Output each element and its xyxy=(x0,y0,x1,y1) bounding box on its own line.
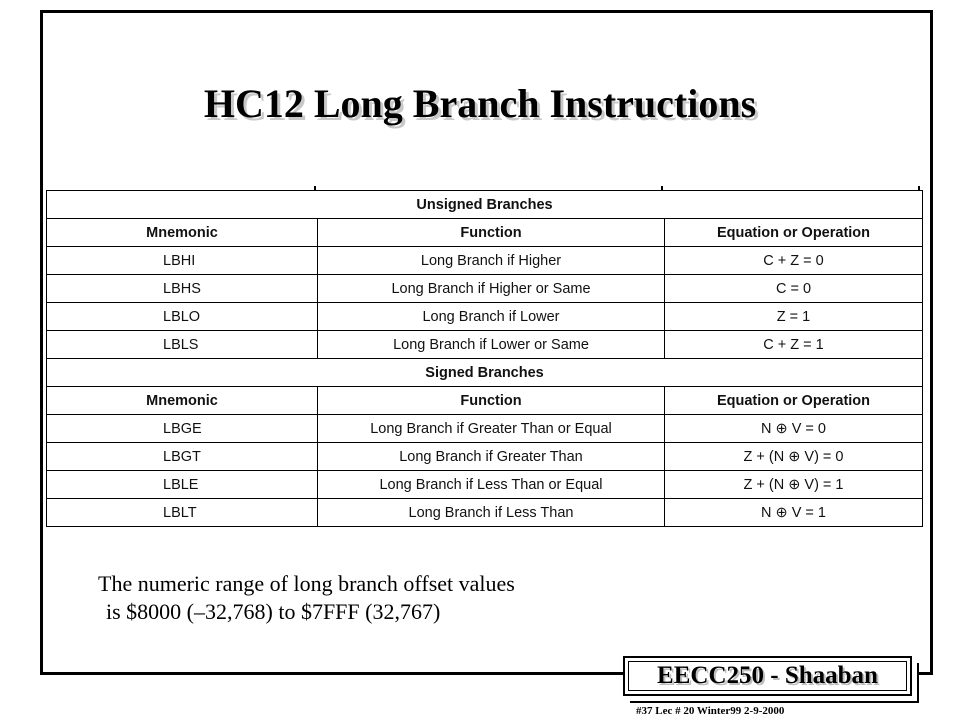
mnemonic-cell: LBLS xyxy=(47,331,318,359)
equation-cell: N ⊕ V = 0 xyxy=(665,415,923,443)
function-cell: Long Branch if Lower or Same xyxy=(318,331,665,359)
function-cell: Long Branch if Lower xyxy=(318,303,665,331)
course-badge-label: EECC250 - Shaaban xyxy=(628,661,907,691)
function-cell: Long Branch if Less Than or Equal xyxy=(318,471,665,499)
section-header-row xyxy=(47,359,923,387)
section-heading-signed: Signed Branches xyxy=(47,359,923,387)
mnemonic-cell: LBLO xyxy=(47,303,318,331)
equation-cell: C = 0 xyxy=(665,275,923,303)
table-row xyxy=(47,331,923,359)
column-header-mnemonic: Mnemonic xyxy=(47,219,318,247)
function-cell: Long Branch if Less Than xyxy=(318,499,665,527)
slide-title: HC12 Long Branch Instructions xyxy=(203,81,757,126)
note-line-2: is $8000 (–32,768) to $7FFF (32,767) xyxy=(106,599,441,624)
slide-footnote: #37 Lec # 20 Winter99 2-9-2000 xyxy=(636,705,785,717)
mnemonic-cell: LBLT xyxy=(47,499,318,527)
column-header-row xyxy=(47,387,923,415)
note-line-1: The numeric range of long branch offset values xyxy=(98,571,515,596)
equation-cell: Z = 1 xyxy=(665,303,923,331)
offset-range-note xyxy=(98,570,515,626)
column-header-function: Function xyxy=(318,219,665,247)
table-row xyxy=(47,443,923,471)
column-header-function: Function xyxy=(318,387,665,415)
section-heading-unsigned: Unsigned Branches xyxy=(47,191,923,219)
table-row xyxy=(47,275,923,303)
equation-cell: N ⊕ V = 1 xyxy=(665,499,923,527)
table-row xyxy=(47,247,923,275)
table-row xyxy=(47,303,923,331)
column-header-mnemonic: Mnemonic xyxy=(47,387,318,415)
course-badge xyxy=(623,656,912,696)
equation-cell: C + Z = 0 xyxy=(665,247,923,275)
function-cell: Long Branch if Higher xyxy=(318,247,665,275)
column-header-equation: Equation or Operation xyxy=(665,219,923,247)
function-cell: Long Branch if Higher or Same xyxy=(318,275,665,303)
section-header-row xyxy=(47,191,923,219)
equation-cell: C + Z = 1 xyxy=(665,331,923,359)
mnemonic-cell: LBHI xyxy=(47,247,318,275)
table-row xyxy=(47,415,923,443)
column-header-row xyxy=(47,219,923,247)
branch-table-container xyxy=(44,186,922,528)
function-cell: Long Branch if Greater Than or Equal xyxy=(318,415,665,443)
table-row xyxy=(47,471,923,499)
branch-table xyxy=(46,190,923,527)
mnemonic-cell: LBHS xyxy=(47,275,318,303)
table-row xyxy=(47,499,923,527)
equation-cell: Z + (N ⊕ V) = 1 xyxy=(665,471,923,499)
column-header-equation: Equation or Operation xyxy=(665,387,923,415)
mnemonic-cell: LBLE xyxy=(47,471,318,499)
equation-cell: Z + (N ⊕ V) = 0 xyxy=(665,443,923,471)
mnemonic-cell: LBGT xyxy=(47,443,318,471)
mnemonic-cell: LBGE xyxy=(47,415,318,443)
function-cell: Long Branch if Greater Than xyxy=(318,443,665,471)
